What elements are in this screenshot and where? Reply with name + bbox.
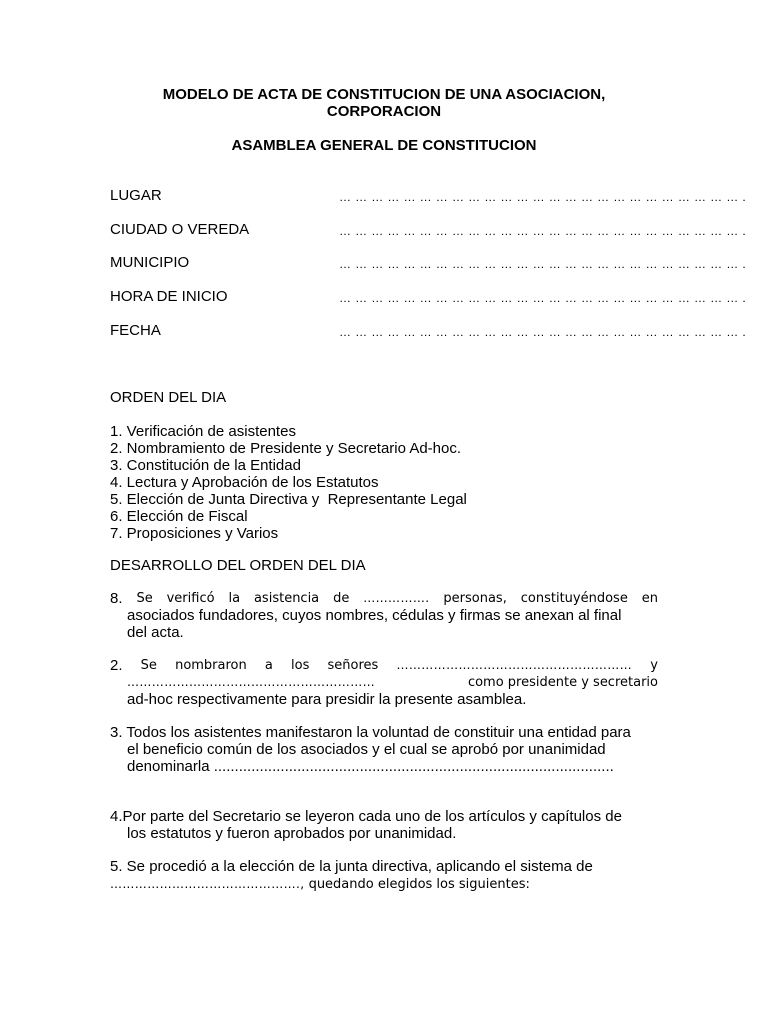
- word: de: [333, 591, 350, 606]
- field-blank: … … … … … … … … … … … … … … … … … … … … … … … … … .: [339, 257, 747, 271]
- field-blank: … … … … … … … … … … … … … … … … … … … … … … … … … .: [339, 224, 747, 238]
- list-item: 7. Proposiciones y Varios: [110, 525, 279, 542]
- paragraph-line: 3. Todos los asistentes manifestaron la voluntad de constituir una entidad para: [110, 724, 631, 741]
- word: señores: [327, 658, 379, 673]
- field-label: MUNICIPIO: [110, 254, 190, 271]
- paragraph-constitucion: [110, 724, 658, 775]
- word: como presidente y secretario: [467, 675, 658, 690]
- field-blank: … … … … … … … … … … … … … … … … … … … … … … … … … .: [339, 291, 747, 305]
- list-item: 3. Constitución de la Entidad: [110, 457, 301, 474]
- paragraph-line: [110, 674, 658, 691]
- word: nombraron: [175, 658, 247, 673]
- blank-sistema: ……………………………………….,: [110, 877, 305, 891]
- field-lugar: [110, 187, 747, 204]
- field-blank: … … … … … … … … … … … … … … … … … … … … … … … … … .: [339, 325, 747, 339]
- agenda-list: [110, 423, 467, 542]
- document-subtitle: ASAMBLEA GENERAL DE CONSTITUCION: [231, 137, 537, 154]
- item-number: 8.: [110, 590, 123, 607]
- field-blank: … … … … … … … … … … … … … … … … … … … … … … … … … .: [339, 190, 747, 204]
- field-fecha: [110, 322, 747, 339]
- paragraph-line: 4.Por parte del Secretario se leyeron cada uno de los artículos y capítulos de: [110, 808, 622, 825]
- paragraph-line: del acta.: [127, 624, 184, 641]
- field-label: FECHA: [110, 322, 161, 339]
- paragraph-text: quedando elegidos los siguientes:: [304, 877, 530, 892]
- blank-names: …………………………………………………: [396, 658, 633, 672]
- field-label: LUGAR: [110, 187, 162, 204]
- field-municipio: [110, 254, 747, 271]
- paragraph-line: 5. Se procedió a la elección de la junta directiva, aplicando el sistema de: [110, 858, 593, 875]
- orden-heading: ORDEN DEL DIA: [110, 389, 227, 406]
- word: la: [228, 591, 241, 606]
- field-hora: [110, 288, 747, 305]
- word: Se: [136, 591, 153, 606]
- paragraph-line: el beneficio común de los asociados y el cual se aprobó por unanimidad: [127, 741, 606, 758]
- list-item: 4. Lectura y Aprobación de los Estatutos: [110, 474, 379, 491]
- field-label: HORA DE INICIO: [110, 288, 228, 305]
- word: verificó: [166, 591, 215, 606]
- word: Se: [140, 658, 157, 673]
- paragraph-line: [110, 875, 658, 892]
- paragraph-estatutos: [110, 808, 658, 842]
- document-title: MODELO DE ACTA DE CONSTITUCION DE UNA ASOCIACION,: [162, 86, 606, 103]
- paragraph-line: los estatutos y fueron aprobados por unanimidad.: [127, 825, 457, 842]
- blank-names: ……………………………………………………: [127, 675, 375, 689]
- field-label: CIUDAD O VEREDA: [110, 221, 250, 238]
- paragraph-line: ad-hoc respectivamente para presidir la presente asamblea.: [127, 691, 527, 708]
- paragraph-line: [110, 590, 658, 607]
- paragraph-line: [110, 657, 658, 674]
- paragraph-nombramiento: [110, 657, 658, 708]
- word: personas,: [443, 591, 507, 606]
- paragraph-junta-directiva: [110, 858, 658, 892]
- word: a: [264, 658, 273, 673]
- paragraph-line: denominarla ................................................................................................: [127, 758, 614, 775]
- list-item: 1. Verificación de asistentes: [110, 423, 296, 440]
- field-ciudad: [110, 221, 747, 238]
- list-item: 5. Elección de Junta Directiva y Representante Legal: [110, 491, 467, 508]
- blank-count: …………….: [363, 591, 430, 605]
- list-item: 2. Nombramiento de Presidente y Secretario Ad-hoc.: [110, 440, 462, 457]
- document-title-line2: CORPORACION: [326, 103, 442, 120]
- list-item: 6. Elección de Fiscal: [110, 508, 248, 525]
- word: asistencia: [253, 591, 320, 606]
- item-number: 2.: [110, 657, 123, 674]
- word: y: [650, 658, 658, 673]
- word: constituyéndose: [520, 591, 628, 606]
- desarrollo-heading: DESARROLLO DEL ORDEN DEL DIA: [110, 557, 366, 574]
- word: los: [291, 658, 310, 673]
- paragraph-verificacion: [110, 590, 658, 641]
- paragraph-line: asociados fundadores, cuyos nombres, cédulas y firmas se anexan al final: [127, 607, 622, 624]
- word: en: [641, 591, 658, 606]
